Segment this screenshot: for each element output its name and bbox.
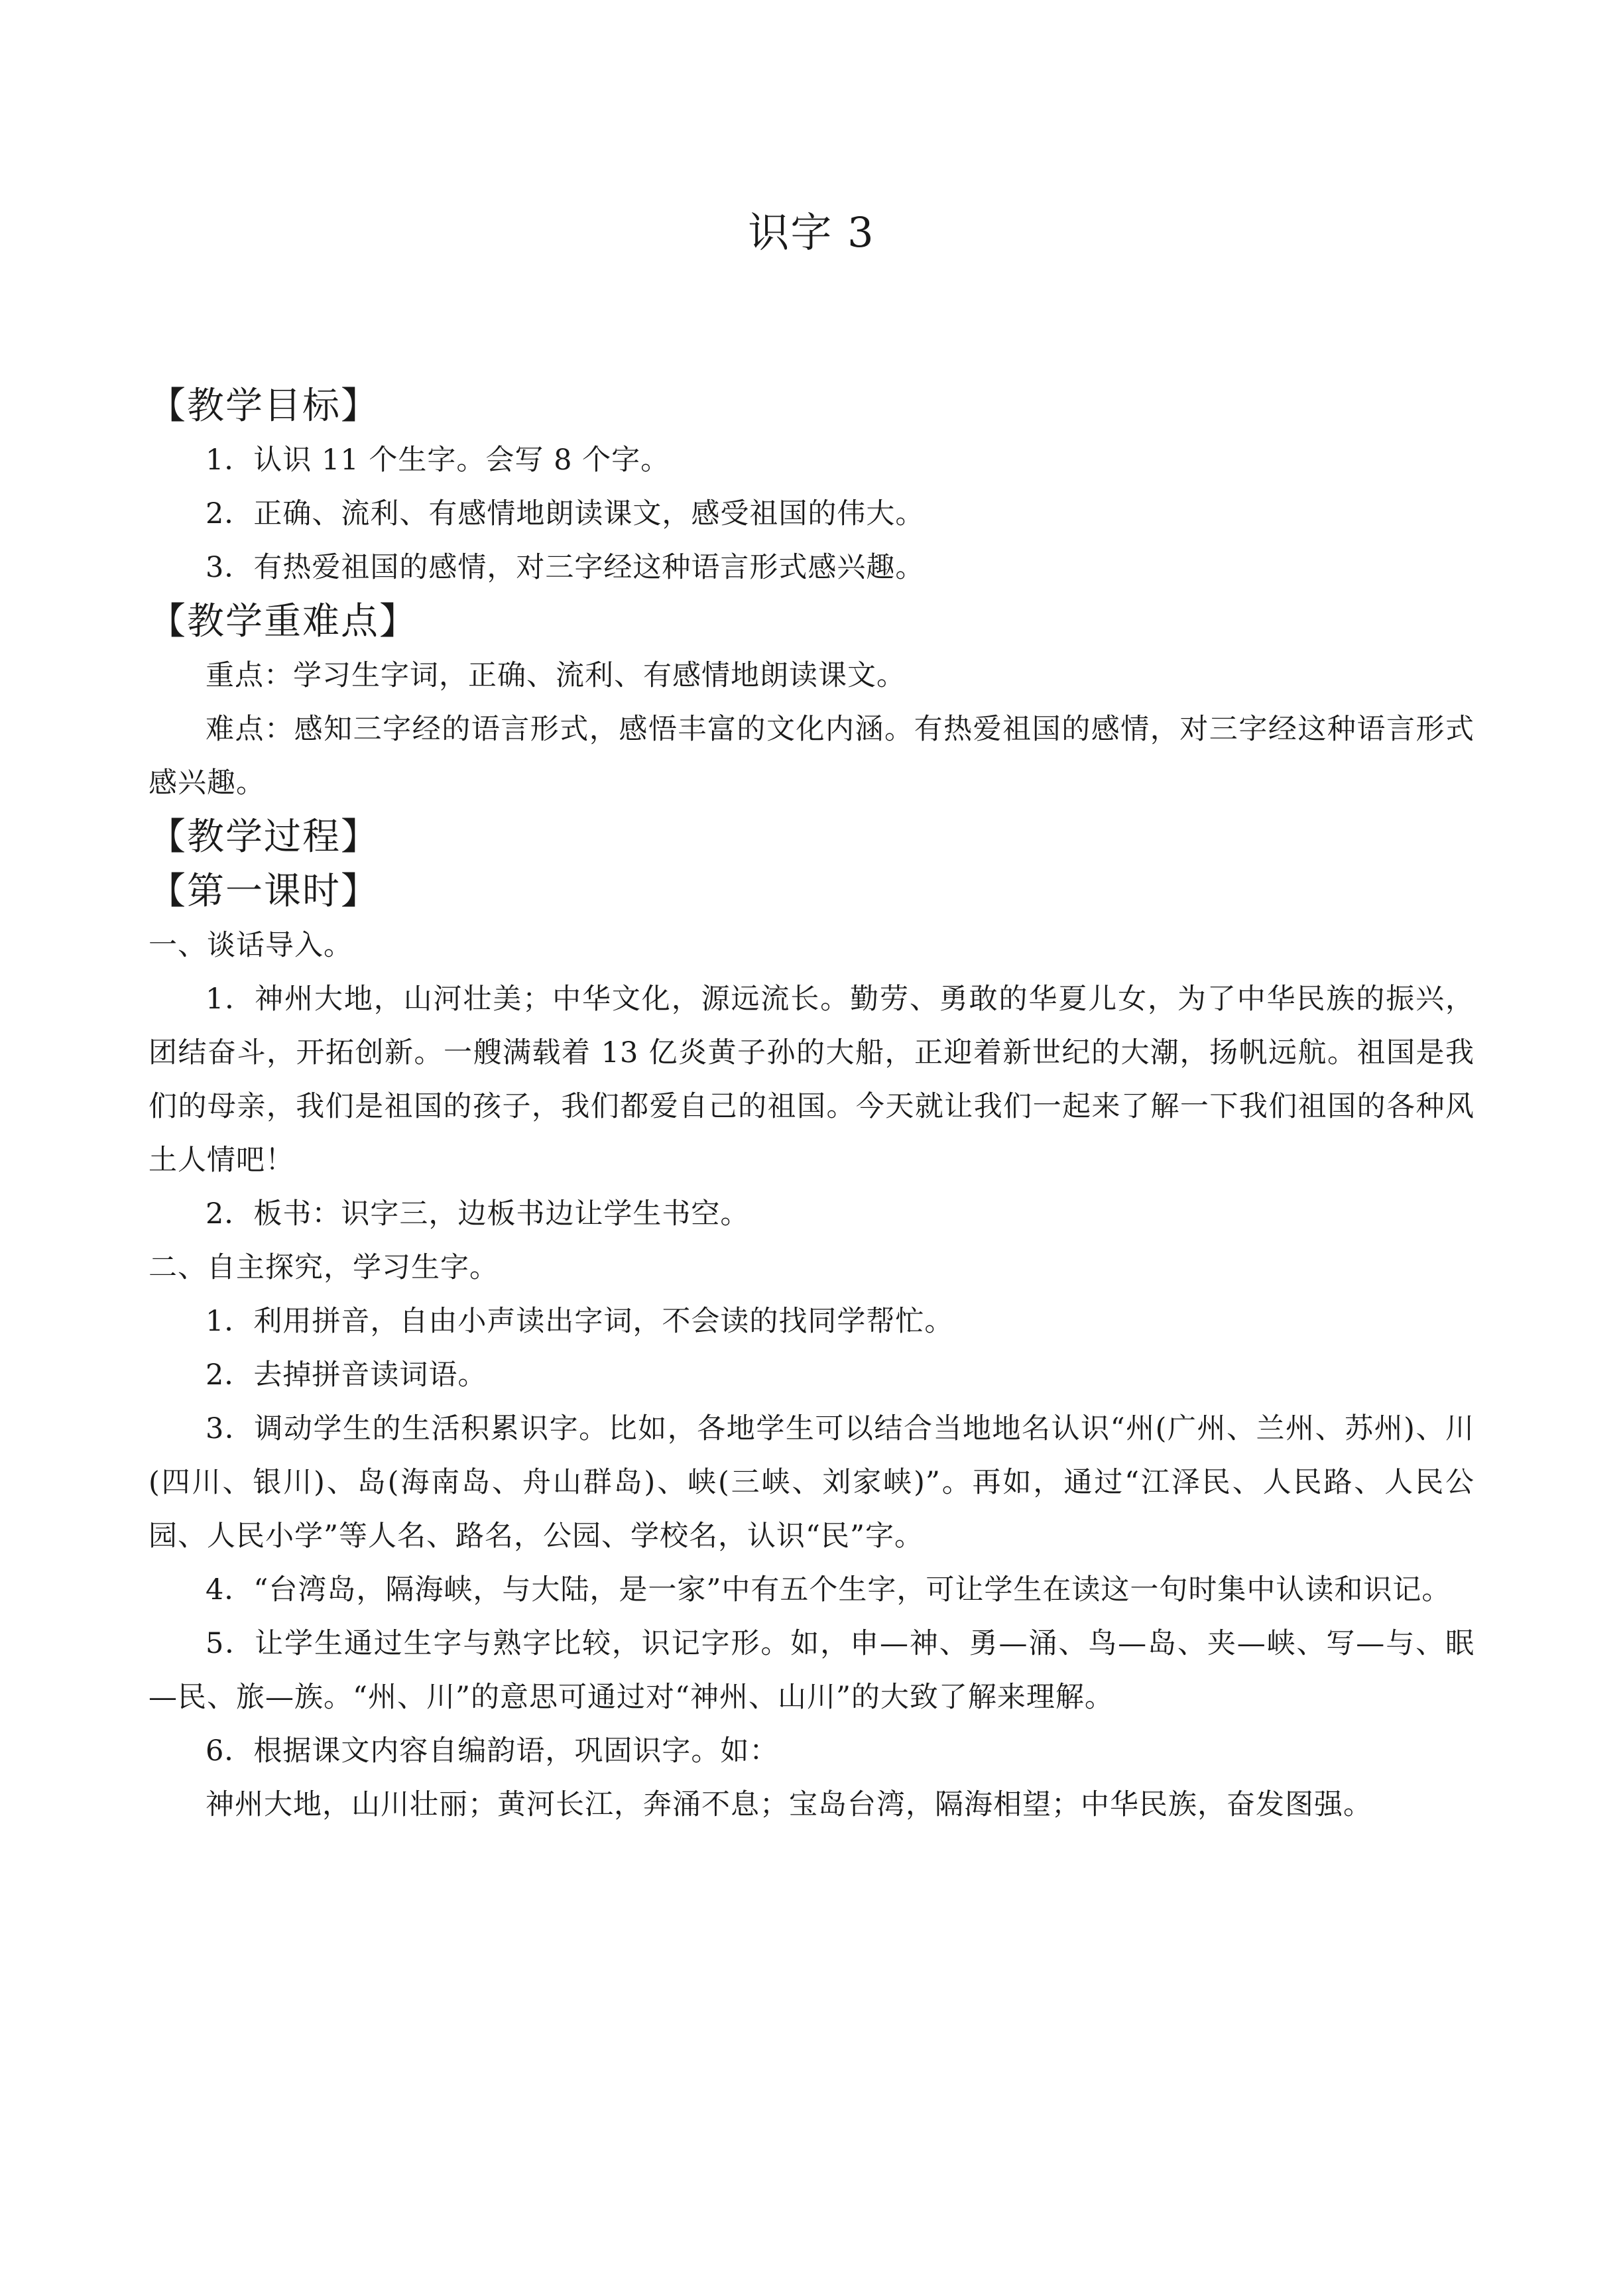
rhyme-line: 神州大地，山川壮丽；黄河长江，奔涌不息；宝岛台湾，隔海相望；中华民族，奋发图强。	[206, 1788, 1372, 1821]
explore-item: 6．根据课文内容自编韵语，巩固识字。如：	[206, 1734, 779, 1768]
goal-item: 1．认识 11 个生字。会写 8 个字。	[206, 444, 670, 477]
explore-item: 3．调动学生的生活积累识字。比如，各地学生可以结合当地地名认识“州(广州、兰州、苏州)、川(四川、银川)、岛(海南岛、舟山群岛)、峡(三峡、刘家峡)”。再如，通过“江泽民、人民路、人民公园、人民小学”等人名、路名，公园、学校名，认识“民”字。	[149, 1412, 1474, 1553]
section-title-intro: 一、谈话导入。	[149, 929, 353, 962]
intro-item: 2．板书：识字三，边板书边让学生书空。	[206, 1197, 750, 1231]
section-title-explore: 二、自主探究，学习生字。	[149, 1251, 499, 1284]
explore-item: 5．让学生通过生字与熟字比较，识记字形。如，申—神、勇—涌、鸟—岛、夹—峡、写—与、眠—民、旅—族。“州、川”的意思可通过对“神州、山川”的大致了解来理解。	[149, 1627, 1474, 1714]
explore-item: 1．利用拼音，自由小声读出字词，不会读的找同学帮忙。	[206, 1305, 954, 1338]
heading-key-difficult-points: 【教学重难点】	[149, 600, 418, 643]
heading-first-period: 【第一课时】	[149, 870, 379, 913]
goal-item: 2．正确、流利、有感情地朗读课文，感受祖国的伟大。	[206, 497, 925, 530]
key-point: 重点：学习生字词，正确、流利、有感情地朗读课文。	[206, 659, 906, 692]
heading-teaching-process: 【教学过程】	[149, 816, 379, 859]
page-title: 识字 3	[748, 208, 875, 257]
explore-item: 4．“台湾岛，隔海峡，与大陆，是一家”中有五个生字，可让学生在读这一句时集中认读和识记。	[206, 1573, 1451, 1606]
difficult-point: 难点：感知三字经的语言形式，感悟丰富的文化内涵。有热爱祖国的感情，对三字经这种语言形式感兴趣。	[149, 713, 1474, 800]
explore-item: 2．去掉拼音读词语。	[206, 1359, 487, 1392]
document-body	[149, 379, 1474, 1832]
goal-item: 3．有热爱祖国的感情，对三字经这种语言形式感兴趣。	[206, 551, 925, 584]
heading-teaching-goals: 【教学目标】	[149, 385, 379, 428]
intro-item: 1．神州大地，山河壮美；中华文化，源远流长。勤劳、勇敢的华夏儿女，为了中华民族的振兴，团结奋斗，开拓创新。一艘满载着 13 亿炎黄子孙的大船，正迎着新世纪的大潮，扬帆远航。祖国是我们的母亲，我们是祖国的孩子，我们都爱自己的祖国。今天就让我们一起来了解一下我们祖国的各种风土人情吧！	[149, 983, 1474, 1177]
